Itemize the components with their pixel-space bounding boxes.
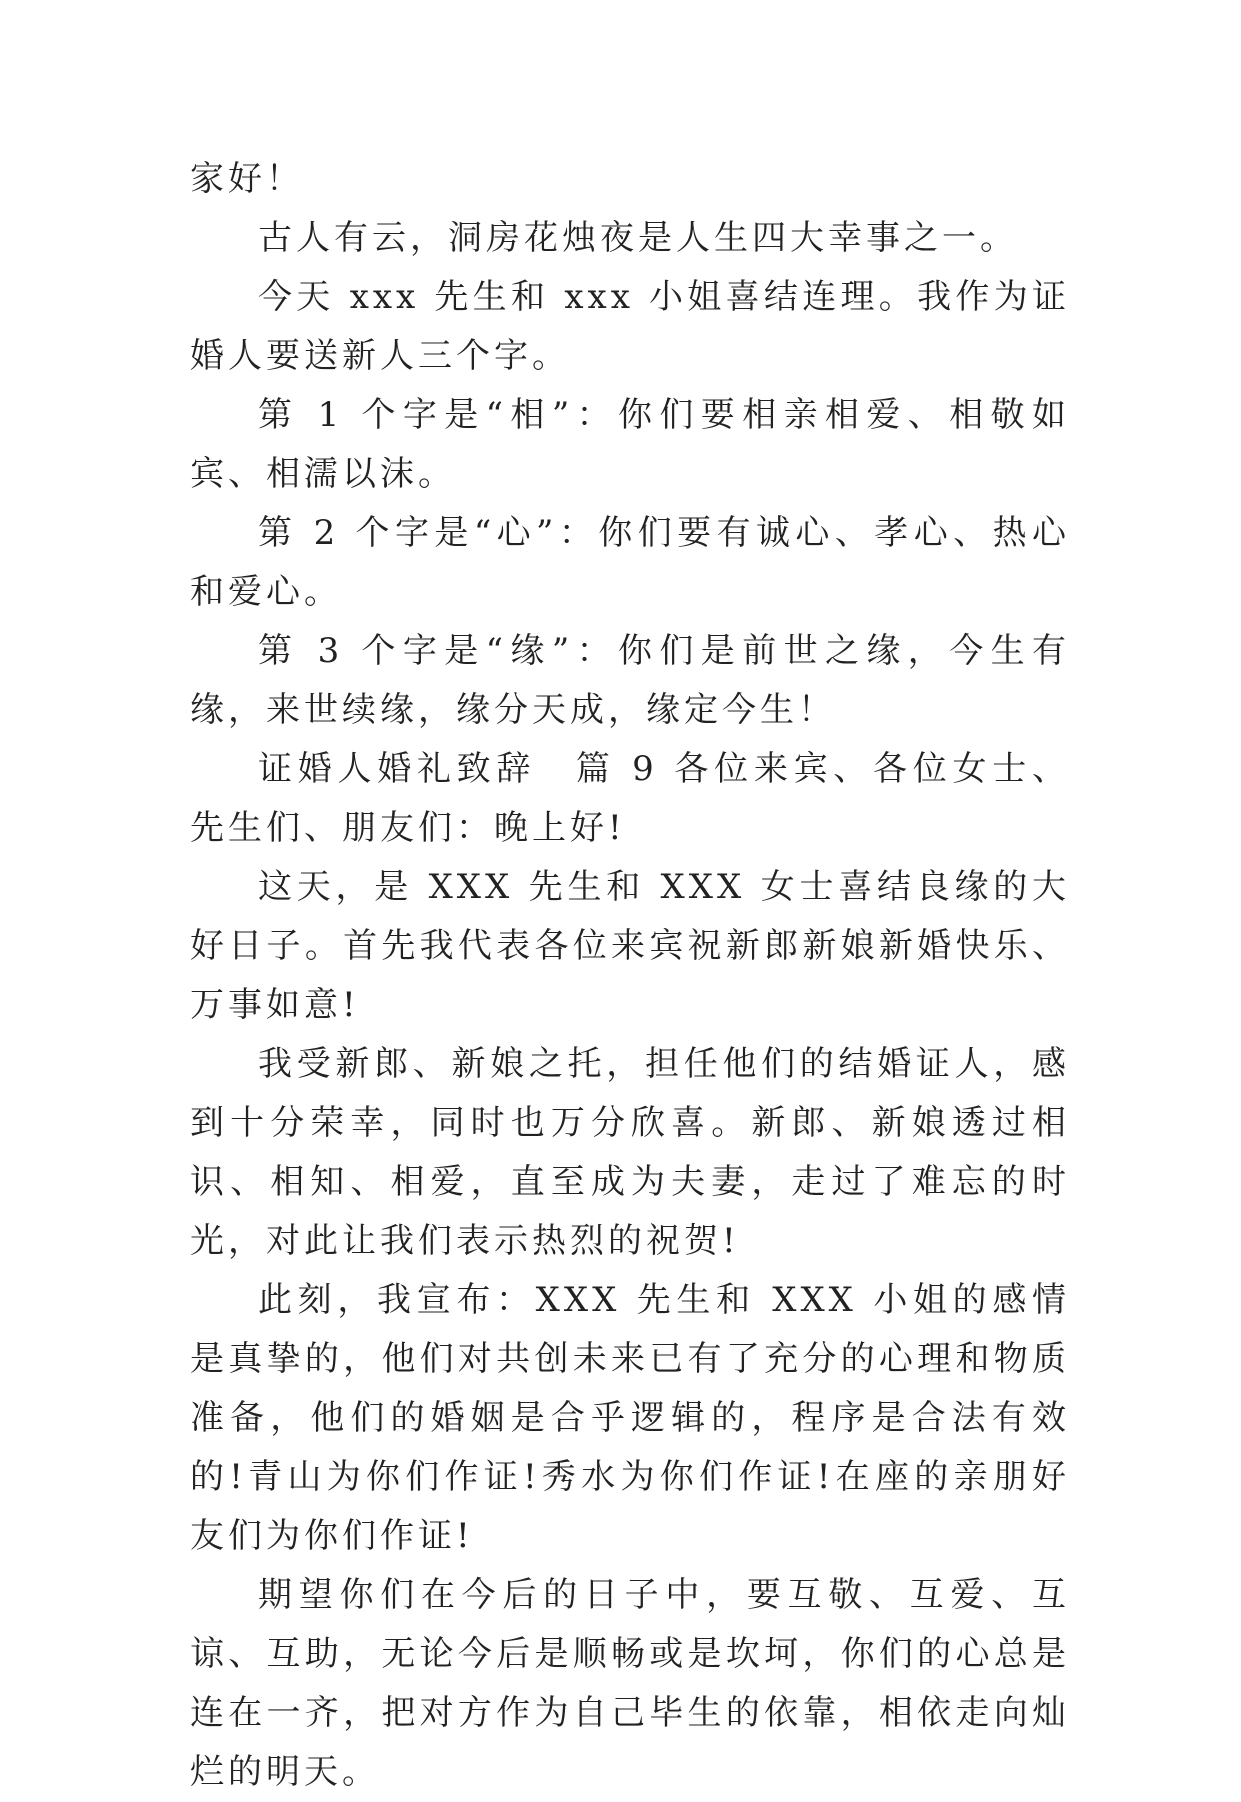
paragraph: 第 3 个字是“缘”：你们是前世之缘，今生有缘，来世续缘，缘分天成，缘定今生！ <box>190 631 1070 730</box>
paragraph: 期望你们在今后的日子中，要互敬、互爱、互谅、互助，无论今后是顺畅或是坎坷，你们的心总是连在一齐，把对方作为自己毕生的依靠，相依走向灿烂的明天。 <box>190 1575 1070 1792</box>
document-body <box>190 150 1070 1802</box>
paragraph: 今天 xxx 先生和 xxx 小姐喜结连理。我作为证婚人要送新人三个字。 <box>190 277 1070 376</box>
paragraph: 证婚人婚礼致辞 篇 9 各位来宾、各位女士、先生们、朋友们：晚上好! <box>190 749 1070 848</box>
paragraph: 家好！ <box>190 159 304 199</box>
paragraph: 这天，是 XXX 先生和 XXX 女士喜结良缘的大好日子。首先我代表各位来宾祝新郎新娘新婚快乐、万事如意! <box>190 867 1070 1025</box>
paragraph: 第 1 个字是“相”：你们要相亲相爱、相敬如宾、相濡以沫。 <box>190 395 1070 494</box>
paragraph: 第 2 个字是“心”：你们要有诚心、孝心、热心和爱心。 <box>190 513 1070 612</box>
paragraph: 古人有云，洞房花烛夜是人生四大幸事之一。 <box>258 218 1018 258</box>
paragraph: 此刻，我宣布：XXX 先生和 XXX 小姐的感情是真挚的，他们对共创未来已有了充分的心理和物质准备，他们的婚姻是合乎逻辑的，程序是合法有效的!青山为你们作证!秀水为你们作证!在座的亲朋好友们为你们作证! <box>190 1280 1070 1556</box>
paragraph: 我受新郎、新娘之托，担任他们的结婚证人，感到十分荣幸，同时也万分欣喜。新郎、新娘透过相识、相知、相爱，直至成为夫妻，走过了难忘的时光，对此让我们表示热烈的祝贺! <box>190 1044 1070 1261</box>
